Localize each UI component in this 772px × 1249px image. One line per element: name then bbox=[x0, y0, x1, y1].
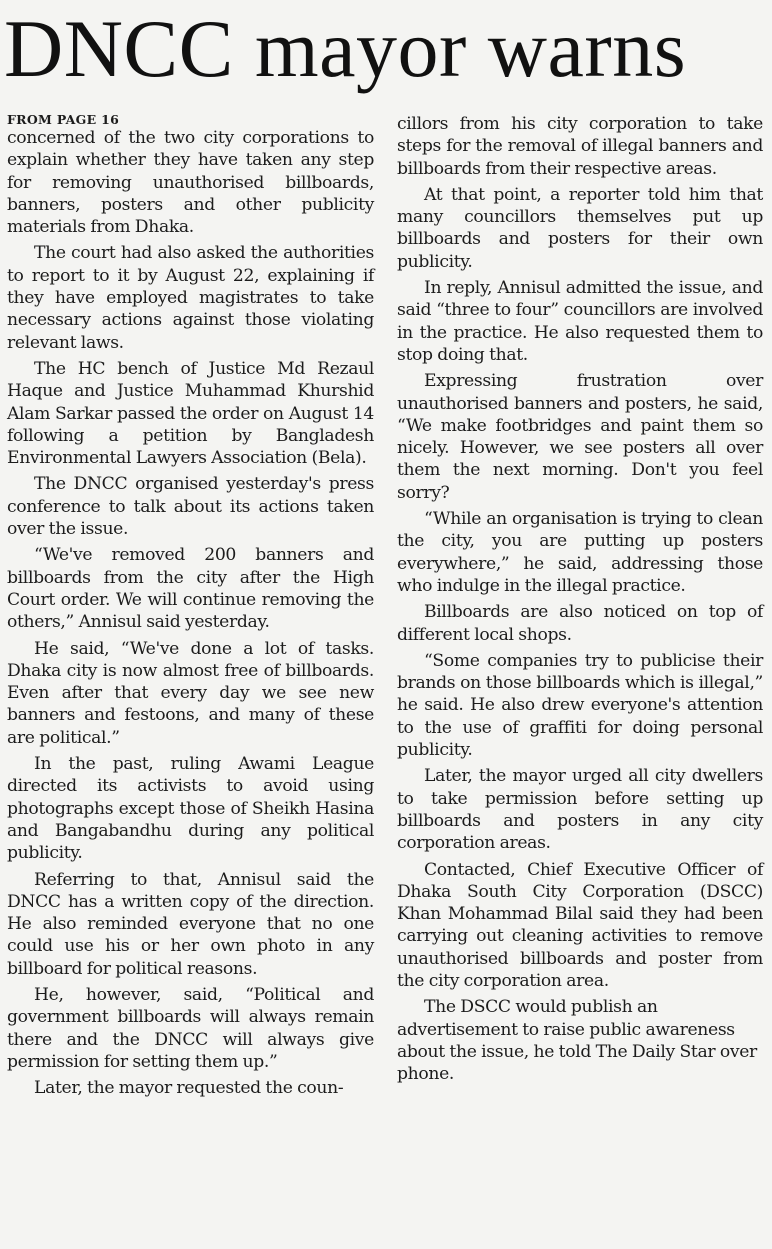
paragraph: concerned of the two city corporations to explain whether they have taken any step for removing unauthorised billboards, banners, posters and other publicity materials from Dhaka. bbox=[7, 128, 374, 238]
paragraph: The DNCC organised yesterday's press conference to talk about its actions taken over the issue. bbox=[7, 474, 374, 540]
paragraph: Contacted, Chief Executive Officer of Dhaka South City Corporation (DSCC) Khan Mohammad Bilal said they had been carrying out cleaning activities to remove unauthorised billboards and poster from the city corporation area. bbox=[397, 859, 763, 991]
left-column bbox=[7, 112, 374, 1103]
paragraph: “Some companies try to publicise their brands on those billboards which is illegal,” he said. He also drew everyone's attention to the use of graffiti for doing personal publicity. bbox=[397, 650, 763, 761]
paragraph: Later, the mayor urged all city dwellers to take permission before setting up billboards and posters in any city corporation areas. bbox=[397, 766, 763, 854]
paragraph: “We've removed 200 banners and billboards from the city after the High Court order. We will continue removing the others,” Annisul said yesterday. bbox=[7, 545, 374, 633]
paragraph: Later, the mayor requested the coun- bbox=[34, 1078, 344, 1099]
paragraph: Referring to that, Annisul said the DNCC has a written copy of the direction. He also reminded everyone that no one could use his or her own photo in any billboard for political reasons. bbox=[7, 869, 374, 979]
right-column bbox=[397, 113, 763, 1089]
paragraph: Expressing frustration over unauthorised banners and posters, he said, “We make footbridges and paint them so nicely. However, we see posters all over them the next morning. Don't you feel sorry? bbox=[397, 371, 763, 503]
paragraph: At that point, a reporter told him that many councillors themselves put up billboards and posters for their own publicity. bbox=[397, 184, 763, 272]
paragraph: The HC bench of Justice Md Rezaul Haque and Justice Muhammad Khurshid Alam Sarkar passed the order on August 14 following a petition by Bangladesh Environmental Lawyers Association (Bela). bbox=[7, 358, 374, 469]
paragraph: The DSCC would publish an advertisement to raise public awareness about the issue, he told The Daily Star over phone. bbox=[397, 997, 757, 1085]
paragraph: In the past, ruling Awami League directed its activists to avoid using photographs except those of Sheikh Hasina and Bangabandhu during any political publicity. bbox=[7, 754, 374, 864]
article-headline: DNCC mayor warns bbox=[4, 3, 687, 94]
paragraph: The court had also asked the authorities to report to it by August 22, explaining if they have employed magistrates to take necessary actions against those violating relevant laws. bbox=[7, 243, 374, 353]
paragraph: Billboards are also noticed on top of different local shops. bbox=[397, 602, 763, 645]
paragraph: “While an organisation is trying to clean the city, you are putting up posters everywhere,” he said, addressing those who indulge in the illegal practice. bbox=[397, 509, 763, 596]
from-page-label: FROM PAGE 16 bbox=[7, 112, 120, 127]
paragraph: In reply, Annisul admitted the issue, and said “three to four” councillors are involved in the practice. He also requested them to stop doing that. bbox=[397, 278, 763, 365]
paragraph: cillors from his city corporation to take steps for the removal of illegal banners and billboards from their respective areas. bbox=[397, 114, 763, 179]
paragraph: He said, “We've done a lot of tasks. Dhaka city is now almost free of billboards. Even after that every day we see new banners and festoons, and many of these are political.” bbox=[7, 638, 374, 748]
paragraph: He, however, said, “Political and government billboards will always remain there and the DNCC will always give permission for setting them up.” bbox=[7, 984, 374, 1072]
